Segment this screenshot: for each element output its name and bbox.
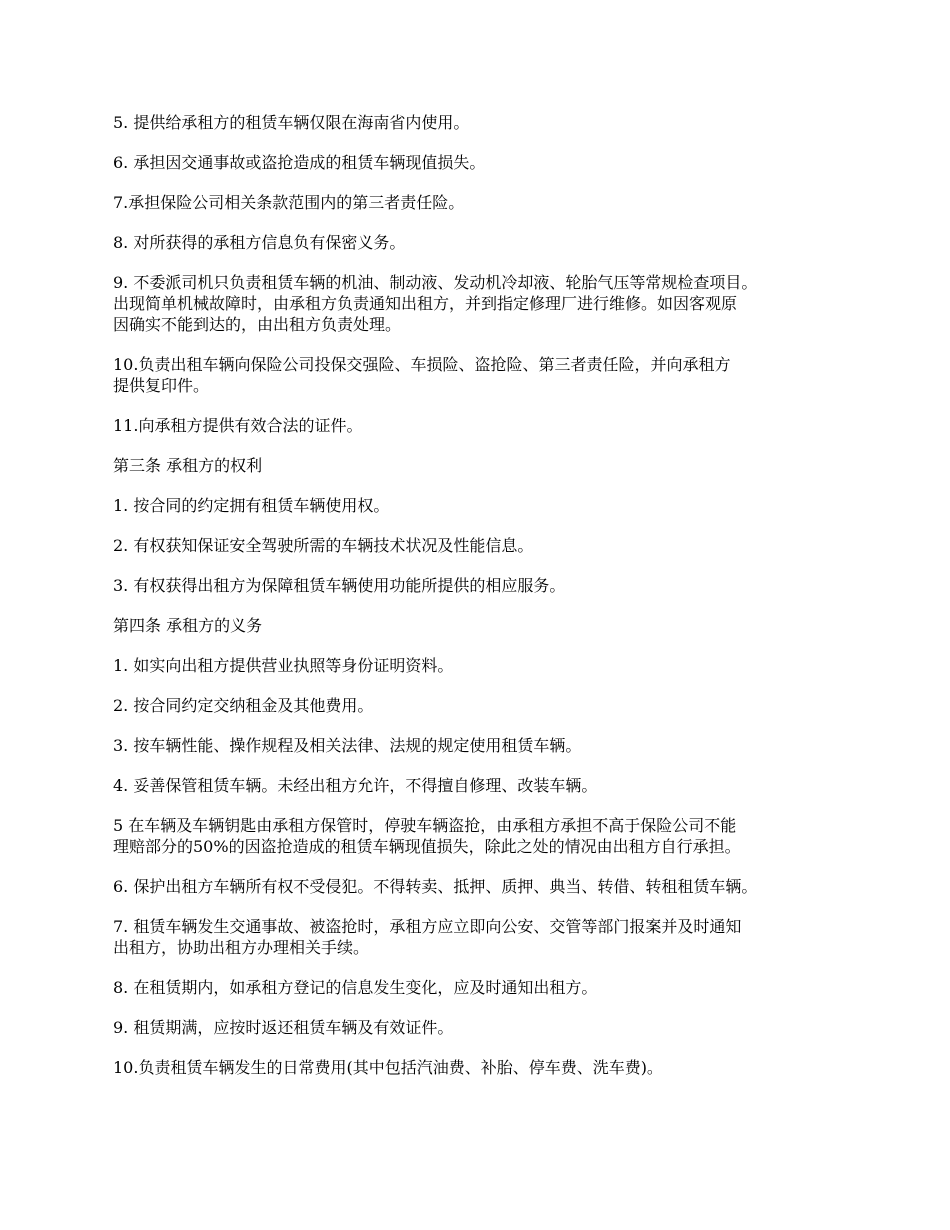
paragraph-lessor-obligation-5: 5. 提供给承租方的租赁车辆仅限在海南省内使用。 [113, 113, 470, 132]
paragraph-lessor-obligation-7: 7.承担保险公司相关条款范围内的第三者责任险。 [113, 193, 465, 212]
paragraph-lessor-obligation-11: 11.向承租方提供有效合法的证件。 [113, 416, 363, 435]
paragraph-lessee-obligation-5: 5 在车辆及车辆钥匙由承租方保管时，停驶车辆盗抢，由承租方承担不高于保险公司不能 理赔部分的50%的因盗抢造成的租赁车辆现值损失，除此之处的情况由出租方自行承担。 [113, 816, 741, 856]
paragraph-lessee-obligation-8: 8. 在租赁期内，如承租方登记的信息发生变化，应及时通知出租方。 [113, 978, 598, 997]
paragraph-lessee-obligation-9: 9. 租赁期满，应按时返还租赁车辆及有效证件。 [113, 1018, 454, 1037]
paragraph-lessor-obligation-9: 9. 不委派司机只负责租赁车辆的机油、制动液、发动机冷却液、轮胎气压等常规检查项目。 出现简单机械故障时，由承租方负责通知出租方，并到指定修理厂进行维修。如因客观原 因确实不能到达的，由出租方负责处理。 [113, 273, 758, 334]
paragraph-lessor-obligation-6: 6. 承担因交通事故或盗抢造成的租赁车辆现值损失。 [113, 153, 486, 172]
paragraph-lessee-obligation-2: 2. 按合同约定交纳租金及其他费用。 [113, 696, 374, 715]
paragraph-lessee-obligation-1: 1. 如实向出租方提供营业执照等身份证明资料。 [113, 656, 454, 675]
paragraph-lessee-obligation-4: 4. 妥善保管租赁车辆。未经出租方允许，不得擅自修理、改装车辆。 [113, 776, 598, 795]
paragraph-lessee-obligation-3: 3. 按车辆性能、操作规程及相关法律、法规的规定使用租赁车辆。 [113, 736, 582, 755]
paragraph-lessee-right-1: 1. 按合同的约定拥有租赁车辆使用权。 [113, 496, 390, 515]
paragraph-lessee-obligation-6: 6. 保护出租方车辆所有权不受侵犯。不得转卖、抵押、质押、典当、转借、转租租赁车辆。 [113, 877, 758, 896]
paragraph-lessee-right-2: 2. 有权获知保证安全驾驶所需的车辆技术状况及性能信息。 [113, 536, 534, 555]
paragraph-lessee-obligation-7: 7. 租赁车辆发生交通事故、被盗抢时，承租方应立即向公安、交管等部门报案并及时通知 出租方，协助出租方办理相关手续。 [113, 917, 742, 957]
paragraph-lessee-right-3: 3. 有权获得出租方为保障租赁车辆使用功能所提供的相应服务。 [113, 576, 566, 595]
paragraph-lessor-obligation-8: 8. 对所获得的承租方信息负有保密义务。 [113, 233, 406, 252]
document-body [113, 112, 858, 1097]
paragraph-lessee-obligation-10: 10.负责租赁车辆发生的日常费用(其中包括汽油费、补胎、停车费、洗车费)。 [113, 1058, 663, 1077]
section-heading-lessee-obligations: 第四条 承租方的义务 [113, 616, 263, 635]
section-heading-lessee-rights: 第三条 承租方的权利 [113, 456, 263, 475]
paragraph-lessor-obligation-10: 10.负责出租车辆向保险公司投保交强险、车损险、盗抢险、第三者责任险，并向承租方 提供复印件。 [113, 355, 731, 395]
